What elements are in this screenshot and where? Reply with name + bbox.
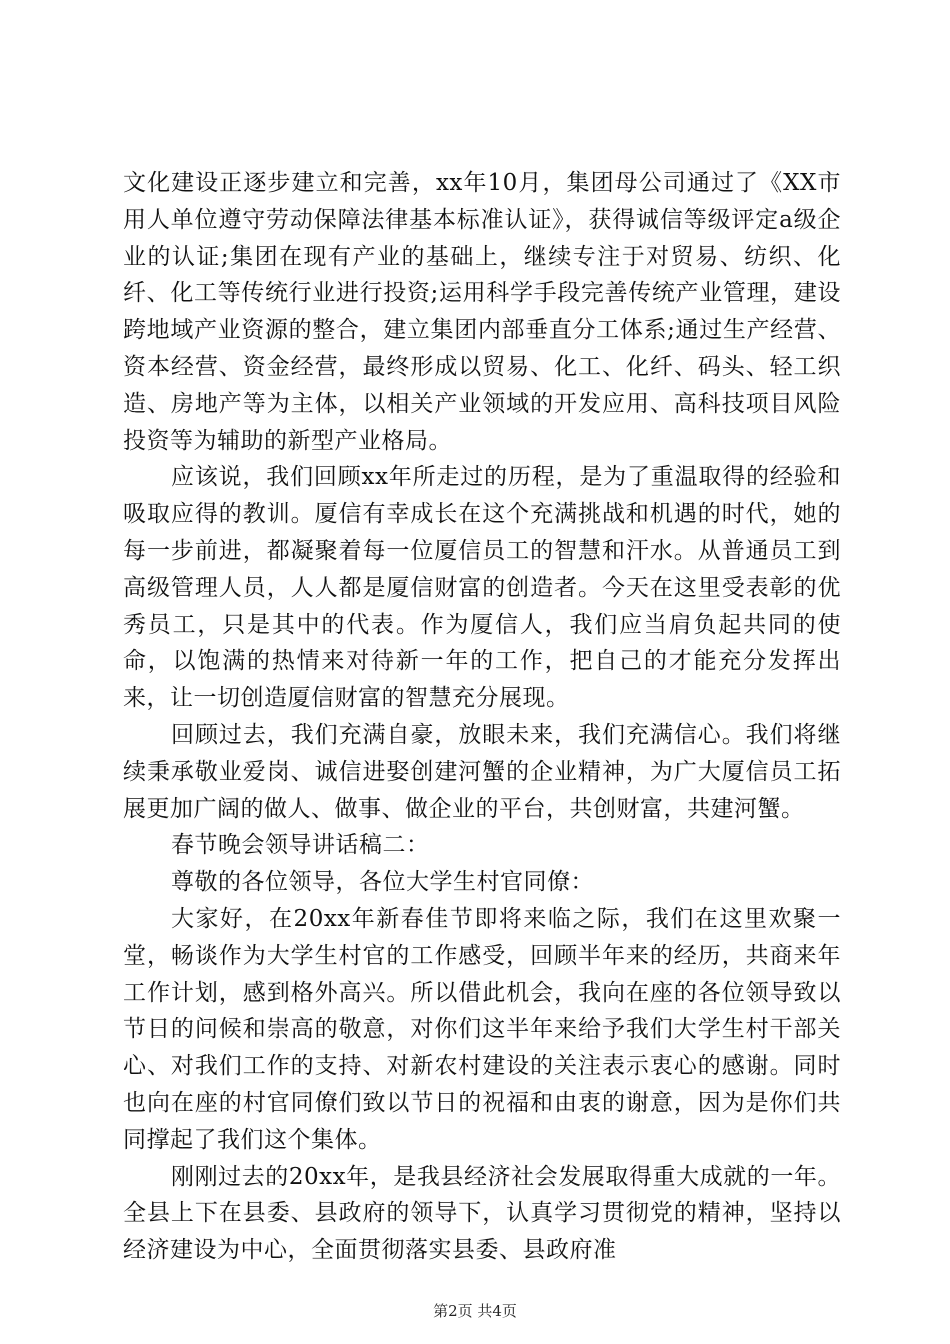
salutation: 尊敬的各位领导，各位大学生村官同僚：	[171, 869, 594, 896]
paragraph-2: 应该说，我们回顾xx年所走过的历程，是为了重温取得的经验和吸取应得的教训。厦信有幸成长在这个充满挑战和机遇的时代，她的每一步前进，都凝聚着每一位厦信员工的智慧和汗水。从普通员工到高级管理人员，人人都是厦信财富的创造者。今天在这里受表彰的优秀员工，只是其中的代表。作为厦信人，我们应当肩负起共同的使命，以饱满的热情来对待新一年的工作，把自己的才能充分发挥出来，让一切创造厦信财富的智慧充分展现。	[123, 464, 841, 712]
paragraph-5: 刚刚过去的20xx年，是我县经济社会发展取得重大成就的一年。全县上下在县委、县政府的领导下，认真学习贯彻党的精神，坚持以经济建设为中心，全面贯彻落实县委、县政府准	[123, 1163, 841, 1264]
document-body	[123, 165, 841, 1269]
paragraph-1: 文化建设正逐步建立和完善，xx年10月，集团母公司通过了《XX市用人单位遵守劳动保障法律基本标准认证》，获得诚信等级评定a级企业的认证;集团在现有产业的基础上，继续专注于对贸易、纺织、化纤、化工等传统行业进行投资;运用科学手段完善传统产业管理，建设跨地域产业资源的整合，建立集团内部垂直分工体系;通过生产经营、资本经营、资金经营，最终形成以贸易、化工、化纤、码头、轻工织造、房地产等为主体，以相关产业领域的开发应用、高科技项目风险投资等为辅助的新型产业格局。	[123, 170, 841, 454]
paragraph-3: 回顾过去，我们充满自豪，放眼未来，我们充满信心。我们将继续秉承敬业爱岗、诚信进娶创建河蟹的企业精神，为广大厦信员工拓展更加广阔的做人、做事、做企业的平台，共创财富，共建河蟹。	[123, 721, 841, 822]
page-footer: 第2页 共4页	[433, 1302, 517, 1320]
paragraph-4: 大家好，在20xx年新春佳节即将来临之际，我们在这里欢聚一堂，畅谈作为大学生村官的工作感受，回顾半年来的经历，共商来年工作计划，感到格外高兴。所以借此机会，我向在座的各位领导致以节日的问候和崇高的敬意，对你们这半年来给予我们大学生村干部关心、对我们工作的支持、对新农村建设的关注表示衷心的感谢。同时也向在座的村官同僚们致以节日的祝福和由衷的谢意，因为是你们共同撑起了我们这个集体。	[123, 905, 841, 1153]
section-heading: 春节晚会领导讲话稿二：	[171, 832, 430, 859]
